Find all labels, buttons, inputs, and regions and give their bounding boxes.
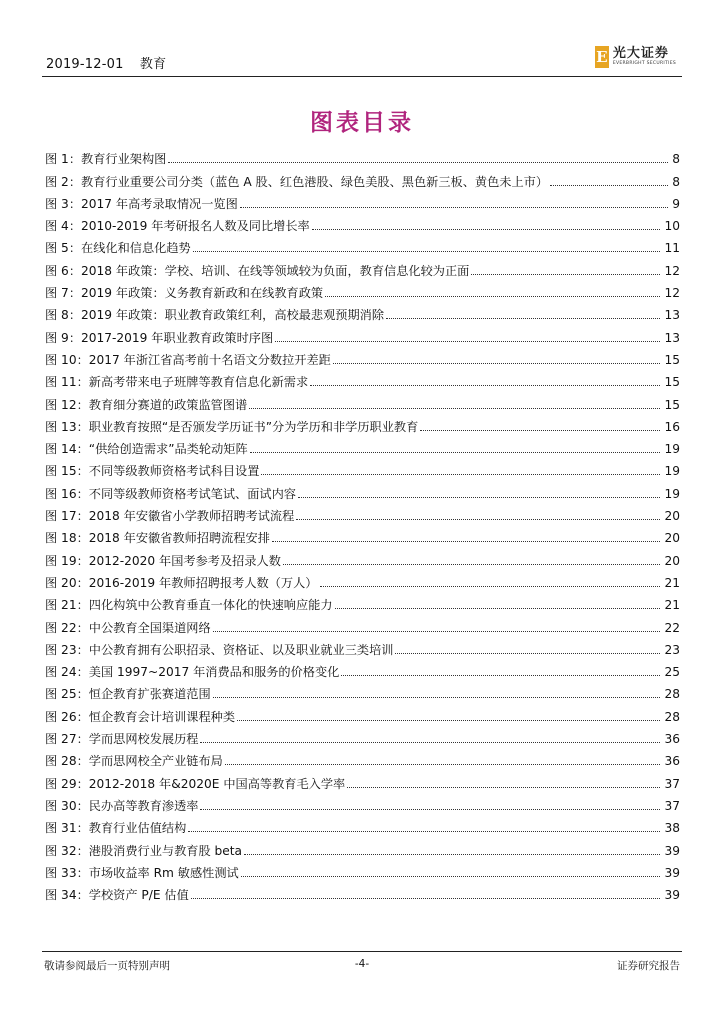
toc-entry[interactable] [45, 546, 680, 568]
toc-entry-label[interactable]: 图 29：2012-2018 年&2020E 中国高等教育毛入学率 [45, 776, 346, 791]
toc-leader-dots [225, 764, 661, 765]
page-title: 图表目录 [310, 109, 414, 136]
header-subject: 教育 [139, 57, 167, 72]
toc-entry[interactable] [45, 769, 680, 791]
toc-leader-dots [298, 497, 661, 498]
toc-entry[interactable] [45, 747, 680, 769]
toc-entry-page[interactable]: 11 [664, 241, 680, 256]
toc-entry[interactable] [45, 859, 680, 881]
toc-entry[interactable] [45, 435, 680, 457]
toc-entry[interactable] [45, 613, 680, 635]
header-divider [42, 76, 682, 77]
toc-entry-label[interactable]: 图 16：不同等级教师资格考试笔试、面试内容 [45, 486, 296, 501]
toc-leader-dots [237, 720, 660, 721]
toc-leader-dots [250, 452, 661, 453]
toc-entry[interactable] [45, 145, 680, 167]
toc-entry-page[interactable]: 19 [664, 464, 680, 479]
toc-leader-dots [310, 385, 660, 386]
toc-entry[interactable] [45, 212, 680, 234]
toc-entry[interactable] [45, 346, 680, 368]
toc-entry-label[interactable]: 图 15：不同等级教师资格考试科目设置 [45, 464, 260, 479]
toc-entry-page[interactable]: 22 [664, 620, 680, 635]
toc-entry[interactable] [45, 190, 680, 212]
toc-entry-page[interactable]: 37 [664, 798, 680, 813]
toc-leader-dots [200, 809, 660, 810]
toc-entry-label[interactable]: 图 30：民办高等教育渗透率 [45, 798, 199, 813]
toc-entry-label[interactable]: 图 14：“供给创造需求”品类轮动矩阵 [45, 442, 248, 457]
toc-entry-page[interactable]: 36 [664, 732, 680, 747]
toc-entry-page[interactable]: 38 [664, 821, 680, 836]
toc-entry-page[interactable]: 8 [672, 174, 680, 189]
toc-entry-label[interactable]: 图 7：2019 年政策：义务教育新政和在线教育政策 [45, 286, 324, 301]
toc-entry[interactable] [45, 792, 680, 814]
toc-leader-dots [312, 229, 661, 230]
toc-entry-page[interactable]: 21 [664, 598, 680, 613]
toc-entry-label[interactable]: 图 27：学而思网校发展历程 [45, 732, 199, 747]
toc-leader-dots [347, 787, 660, 788]
footer-page-number: -4- [354, 958, 370, 970]
toc-leader-dots [296, 519, 660, 520]
toc-leader-dots [395, 653, 660, 654]
toc-entry-label[interactable]: 图 8：2019 年政策：职业教育政策红利，高校最悲观预期消除 [45, 308, 385, 323]
toc-entry-label[interactable]: 图 24：美国 1997~2017 年消费品和服务的价格变化 [45, 665, 340, 680]
toc-entry-page[interactable]: 9 [672, 196, 680, 211]
toc-leader-dots [213, 697, 661, 698]
toc-entry-label[interactable]: 图 10：2017 年浙江省高考前十名语文分数拉开差距 [45, 352, 331, 367]
toc-leader-dots [283, 564, 661, 565]
toc-leader-dots [261, 474, 660, 475]
toc-entry-page[interactable]: 15 [664, 375, 680, 390]
toc-entry-label[interactable]: 图 28：学而思网校全产业链布局 [45, 754, 223, 769]
toc-entry-page[interactable]: 28 [664, 709, 680, 724]
toc-entry-page[interactable]: 19 [664, 442, 680, 457]
toc-entry[interactable] [45, 479, 680, 501]
toc-entry-page[interactable]: 12 [664, 263, 680, 278]
toc-entry-label[interactable]: 图 13：职业教育按照“是否颁发学历证书”分为学历和非学历职业教育 [45, 419, 419, 434]
toc-entry-label[interactable]: 图 9：2017-2019 年职业教育政策时序图 [45, 330, 274, 345]
toc-leader-dots [420, 430, 660, 431]
toc-leader-dots [168, 162, 668, 163]
toc-entry-page[interactable]: 23 [664, 642, 680, 657]
toc-entry[interactable] [45, 457, 680, 479]
toc-entry[interactable] [45, 502, 680, 524]
toc-entry-page[interactable]: 8 [672, 152, 680, 167]
toc-entry[interactable] [45, 569, 680, 591]
toc-entry-page[interactable]: 12 [664, 286, 680, 301]
toc-entry-page[interactable]: 28 [664, 687, 680, 702]
toc-entry-page[interactable]: 21 [664, 575, 680, 590]
toc-entry-label[interactable]: 图 11：新高考带来电子班牌等教育信息化新需求 [45, 375, 309, 390]
logo-name-cn: 光大证券 [612, 46, 669, 62]
toc-leader-dots [320, 586, 661, 587]
toc-entry-label[interactable]: 图 6：2018 年政策：学校、培训、在线等领域较为负面，教育信息化较为正面 [45, 263, 470, 278]
logo-text [613, 47, 676, 67]
toc-entry[interactable] [45, 881, 680, 903]
toc-leader-dots [241, 876, 661, 877]
toc-leader-dots [275, 341, 660, 342]
toc-entry[interactable] [45, 167, 680, 189]
toc-entry-page[interactable]: 36 [664, 754, 680, 769]
toc-entry-page[interactable]: 37 [664, 776, 680, 791]
toc-entry[interactable] [45, 636, 680, 658]
toc-entry-page[interactable]: 39 [664, 865, 680, 880]
toc-entry-label[interactable]: 图 21：四化构筑中公教育垂直一体化的快速响应能力 [45, 598, 333, 613]
toc-entry-label[interactable]: 图 25：恒企教育扩张赛道范围 [45, 687, 211, 702]
toc-leader-dots [200, 742, 660, 743]
toc-entry-page[interactable]: 16 [664, 419, 680, 434]
toc-entry-label[interactable]: 图 18：2018 年安徽省教师招聘流程安排 [45, 531, 270, 546]
toc-leader-dots [191, 898, 661, 899]
toc-entry-label[interactable]: 图 4：2010-2019 年考研报名人数及同比增长率 [45, 219, 310, 234]
toc-entry[interactable] [45, 658, 680, 680]
toc-entry-page[interactable]: 39 [664, 888, 680, 903]
toc-entry-label[interactable]: 图 2：教育行业重要公司分类（蓝色 A 股、红色港股、绿色美股、黑色新三板、黄色未上市） [45, 174, 549, 189]
company-logo [595, 44, 676, 70]
toc-entry[interactable] [45, 279, 680, 301]
toc-leader-dots [335, 608, 661, 609]
toc-entry-label[interactable]: 图 12：教育细分赛道的政策监管图谱 [45, 397, 248, 412]
toc-entry-label[interactable]: 图 17：2018 年安徽省小学教师招聘考试流程 [45, 509, 295, 524]
toc-entry[interactable] [45, 234, 680, 256]
toc-leader-dots [325, 296, 660, 297]
toc-entry-label[interactable]: 图 23：中公教育拥有公职招录、资格证、以及职业就业三类培训 [45, 642, 394, 657]
toc-entry[interactable] [45, 524, 680, 546]
toc-entry[interactable] [45, 256, 680, 278]
toc-entry[interactable] [45, 413, 680, 435]
toc-entry[interactable] [45, 702, 680, 724]
toc-entry-page[interactable]: 20 [664, 531, 680, 546]
toc-entry-page[interactable]: 15 [664, 352, 680, 367]
page-header [42, 36, 682, 76]
toc-entry-page[interactable]: 39 [664, 843, 680, 858]
toc-entry-label[interactable]: 图 31：教育行业估值结构 [45, 821, 187, 836]
footer-report-type: 证券研究报告 [617, 960, 680, 972]
toc-leader-dots [471, 274, 660, 275]
toc-entry-page[interactable]: 15 [664, 397, 680, 412]
toc-leader-dots [341, 675, 660, 676]
toc-leader-dots [193, 251, 661, 252]
logo-name-en: EVERBRIGHT SECURITIES [612, 61, 676, 67]
toc-entry-label[interactable]: 图 5：在线化和信息化趋势 [45, 241, 191, 256]
toc-entry[interactable] [45, 725, 680, 747]
toc-entry[interactable] [45, 836, 680, 858]
toc-entry-label[interactable]: 图 22：中公教育全国渠道网络 [45, 620, 211, 635]
toc-leader-dots [386, 318, 660, 319]
toc-entry-label[interactable]: 图 20：2016-2019 年教师招聘报考人数（万人） [45, 575, 318, 590]
toc-entry-label[interactable]: 图 32：港股消费行业与教育股 beta [45, 843, 242, 858]
toc-entry-page[interactable]: 20 [664, 553, 680, 568]
toc-entry-page[interactable]: 13 [664, 308, 680, 323]
footer-divider [42, 951, 682, 952]
toc-entry-label[interactable]: 图 26：恒企教育会计培训课程种类 [45, 709, 236, 724]
toc-leader-dots [188, 831, 660, 832]
toc-entry[interactable] [45, 680, 680, 702]
toc-entry-page[interactable]: 25 [664, 665, 680, 680]
toc-entry-label[interactable]: 图 19：2012-2020 年国考参考及招录人数 [45, 553, 281, 568]
figure-list [45, 145, 680, 903]
toc-leader-dots [213, 631, 661, 632]
toc-entry-page[interactable]: 13 [664, 330, 680, 345]
toc-entry-label[interactable]: 图 1：教育行业架构图 [45, 152, 167, 167]
toc-leader-dots [249, 408, 660, 409]
logo-mark-icon: E [596, 48, 608, 66]
toc-entry[interactable] [45, 301, 680, 323]
toc-entry-page[interactable]: 19 [664, 486, 680, 501]
page-footer [44, 958, 680, 974]
toc-leader-dots [550, 185, 668, 186]
toc-leader-dots [333, 363, 661, 364]
header-date-subject [46, 53, 178, 72]
footer-disclaimer: 敬请参阅最后一页特别声明 [44, 960, 170, 972]
toc-entry-page[interactable]: 10 [664, 219, 680, 234]
toc-entry-page[interactable]: 20 [664, 509, 680, 524]
toc-entry[interactable] [45, 591, 680, 613]
toc-entry[interactable] [45, 323, 680, 345]
header-date: 2019-12-01 [46, 57, 124, 72]
toc-entry[interactable] [45, 814, 680, 836]
toc-leader-dots [240, 207, 668, 208]
toc-entry-label[interactable]: 图 33：市场收益率 Rm 敏感性测试 [45, 865, 239, 880]
toc-leader-dots [244, 854, 660, 855]
toc-entry-label[interactable]: 图 34：学校资产 P/E 估值 [45, 888, 189, 903]
toc-entry-label[interactable]: 图 3：2017 年高考录取情况一览图 [45, 196, 238, 211]
toc-entry[interactable] [45, 368, 680, 390]
toc-leader-dots [272, 541, 661, 542]
toc-entry[interactable] [45, 390, 680, 412]
